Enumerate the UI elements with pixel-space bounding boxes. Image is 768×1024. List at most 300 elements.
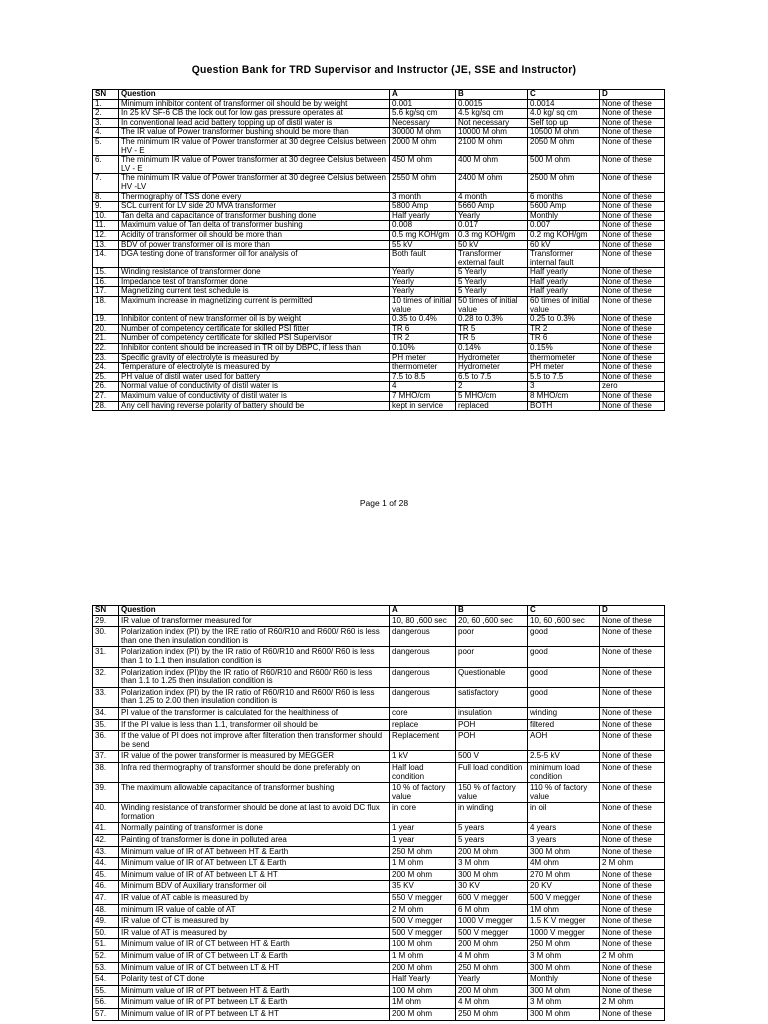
cell-option-c: good bbox=[528, 667, 600, 687]
cell-option-c: 300 M ohm bbox=[528, 962, 600, 974]
cell-option-d: 2 M ohm bbox=[600, 951, 665, 963]
cell-question: In 25 kV SF-6 CB the lock out for low gas pressure operates at bbox=[119, 109, 390, 119]
table-row bbox=[93, 858, 665, 870]
cell-option-a: 1M ohm bbox=[390, 997, 456, 1009]
cell-option-b: 250 M ohm bbox=[456, 962, 528, 974]
cell-option-b: POH bbox=[456, 719, 528, 731]
cell-option-b: 0.3 mg KOH/gm bbox=[456, 230, 528, 240]
header-option-a: A bbox=[390, 90, 456, 100]
cell-option-c: Half yearly bbox=[528, 277, 600, 287]
table-row bbox=[93, 962, 665, 974]
cell-question: In conventional lead acid battery topping up of distil water is bbox=[119, 118, 390, 128]
cell-option-a: 10, 80 ,600 sec bbox=[390, 615, 456, 627]
cell-option-b: 6 M ohm bbox=[456, 904, 528, 916]
table-row bbox=[93, 156, 665, 174]
cell-question: Minimum value of IR of CT between LT & Earth bbox=[119, 951, 390, 963]
cell-option-c: 3 M ohm bbox=[528, 997, 600, 1009]
cell-sn: 56. bbox=[93, 997, 119, 1009]
cell-sn: 52. bbox=[93, 951, 119, 963]
cell-question: The maximum allowable capacitance of transformer bushing bbox=[119, 783, 390, 803]
cell-option-a: kept in service bbox=[390, 401, 456, 411]
header-option-b: B bbox=[456, 90, 528, 100]
cell-option-c: 4M ohm bbox=[528, 858, 600, 870]
cell-option-c: 300 M ohm bbox=[528, 1008, 600, 1020]
cell-question: Minimum BDV of Auxiliary transformer oil bbox=[119, 881, 390, 893]
cell-option-b: 4 M ohm bbox=[456, 951, 528, 963]
cell-option-d: None of these bbox=[600, 240, 665, 250]
cell-option-c: filtered bbox=[528, 719, 600, 731]
cell-option-a: dangerous bbox=[390, 627, 456, 647]
cell-option-d: None of these bbox=[600, 324, 665, 334]
cell-option-a: Half load condition bbox=[390, 762, 456, 782]
cell-option-c: Transformer internal fault bbox=[528, 250, 600, 268]
cell-option-b: 500 V megger bbox=[456, 927, 528, 939]
cell-sn: 45. bbox=[93, 869, 119, 881]
table-row bbox=[93, 353, 665, 363]
cell-option-a: 250 M ohm bbox=[390, 846, 456, 858]
table-row bbox=[93, 893, 665, 905]
cell-question: Minimum value of IR of AT between LT & HT bbox=[119, 869, 390, 881]
cell-option-b: Hydrometer bbox=[456, 363, 528, 373]
table-row bbox=[93, 904, 665, 916]
cell-option-b: Yearly bbox=[456, 974, 528, 986]
cell-option-d: None of these bbox=[600, 202, 665, 212]
cell-option-d: None of these bbox=[600, 268, 665, 278]
cell-option-a: Both fault bbox=[390, 250, 456, 268]
cell-sn: 33. bbox=[93, 687, 119, 707]
cell-question: Thermography of TSS done every bbox=[119, 192, 390, 202]
cell-option-c: 8 MHO/cm bbox=[528, 392, 600, 402]
table-row bbox=[93, 192, 665, 202]
table-row bbox=[93, 99, 665, 109]
cell-option-b: Transformer external fault bbox=[456, 250, 528, 268]
table-row bbox=[93, 344, 665, 354]
cell-question: Acidity of transformer oil should be more than bbox=[119, 230, 390, 240]
cell-option-a: 0.35 to 0.4% bbox=[390, 315, 456, 325]
cell-option-b: 5660 Amp bbox=[456, 202, 528, 212]
cell-sn: 42. bbox=[93, 835, 119, 847]
cell-option-a: core bbox=[390, 707, 456, 719]
table-row bbox=[93, 951, 665, 963]
cell-option-a: 550 V megger bbox=[390, 893, 456, 905]
cell-option-a: TR 2 bbox=[390, 334, 456, 344]
cell-option-c: 5600 Amp bbox=[528, 202, 600, 212]
cell-option-d: None of these bbox=[600, 939, 665, 951]
cell-option-b: 500 V bbox=[456, 751, 528, 763]
cell-sn: 16. bbox=[93, 277, 119, 287]
cell-option-d: None of these bbox=[600, 401, 665, 411]
table-row bbox=[93, 823, 665, 835]
cell-option-d: None of these bbox=[600, 835, 665, 847]
cell-sn: 57. bbox=[93, 1008, 119, 1020]
cell-sn: 36. bbox=[93, 731, 119, 751]
cell-option-d: None of these bbox=[600, 647, 665, 667]
cell-option-c: 6 months bbox=[528, 192, 600, 202]
cell-option-a: dangerous bbox=[390, 667, 456, 687]
cell-option-b: TR 5 bbox=[456, 334, 528, 344]
cell-sn: 51. bbox=[93, 939, 119, 951]
cell-sn: 11. bbox=[93, 221, 119, 231]
cell-option-b: 1000 V megger bbox=[456, 916, 528, 928]
cell-option-d: None of these bbox=[600, 985, 665, 997]
table-row bbox=[93, 803, 665, 823]
cell-sn: 49. bbox=[93, 916, 119, 928]
cell-sn: 21. bbox=[93, 334, 119, 344]
cell-option-b: TR 5 bbox=[456, 324, 528, 334]
cell-option-a: 10 % of factory value bbox=[390, 783, 456, 803]
cell-question: The minimum IR value of Power transformer at 30 degree Celsius between LV - E bbox=[119, 156, 390, 174]
table-row bbox=[93, 869, 665, 881]
cell-option-b: satisfactory bbox=[456, 687, 528, 707]
cell-question: Minimum value of IR of PT between HT & Earth bbox=[119, 985, 390, 997]
table-row bbox=[93, 363, 665, 373]
cell-option-b: 300 M ohm bbox=[456, 869, 528, 881]
table-row bbox=[93, 997, 665, 1009]
cell-option-c: 500 M ohm bbox=[528, 156, 600, 174]
cell-option-c: 0.2 mg KOH/gm bbox=[528, 230, 600, 240]
table-row bbox=[93, 835, 665, 847]
cell-question: Minimum value of IR of AT between LT & Earth bbox=[119, 858, 390, 870]
cell-option-d: None of these bbox=[600, 627, 665, 647]
cell-question: Temperature of electrolyte is measured by bbox=[119, 363, 390, 373]
cell-option-a: 450 M ohm bbox=[390, 156, 456, 174]
header-option-c: C bbox=[528, 606, 600, 616]
table-row bbox=[93, 250, 665, 268]
cell-option-d: None of these bbox=[600, 904, 665, 916]
cell-option-d: None of these bbox=[600, 211, 665, 221]
cell-option-a: 200 M ohm bbox=[390, 1008, 456, 1020]
cell-sn: 55. bbox=[93, 985, 119, 997]
table-row bbox=[93, 372, 665, 382]
cell-sn: 22. bbox=[93, 344, 119, 354]
cell-option-b: 5 years bbox=[456, 835, 528, 847]
cell-question: Polarity test of CT done bbox=[119, 974, 390, 986]
cell-sn: 13. bbox=[93, 240, 119, 250]
cell-option-d: None of these bbox=[600, 803, 665, 823]
cell-option-c: 2050 M ohm bbox=[528, 137, 600, 155]
cell-option-b: replaced bbox=[456, 401, 528, 411]
cell-sn: 54. bbox=[93, 974, 119, 986]
cell-option-a: 0.001 bbox=[390, 99, 456, 109]
cell-option-a: 1 year bbox=[390, 823, 456, 835]
table-row bbox=[93, 268, 665, 278]
table-row bbox=[93, 221, 665, 231]
cell-option-c: 270 M ohm bbox=[528, 869, 600, 881]
table-header-row bbox=[93, 90, 665, 100]
cell-option-a: Yearly bbox=[390, 277, 456, 287]
cell-option-c: in oil bbox=[528, 803, 600, 823]
cell-question: Maximum value of conductivity of distil water is bbox=[119, 392, 390, 402]
cell-option-b: Questionable bbox=[456, 667, 528, 687]
table-row bbox=[93, 667, 665, 687]
cell-option-c: AOH bbox=[528, 731, 600, 751]
cell-option-c: Monthly bbox=[528, 974, 600, 986]
cell-option-b: 50 kV bbox=[456, 240, 528, 250]
cell-option-b: 50 times of initial value bbox=[456, 297, 528, 315]
cell-question: Specific gravity of electrolyte is measured by bbox=[119, 353, 390, 363]
cell-option-c: 60 kV bbox=[528, 240, 600, 250]
cell-option-a: 1 M ohm bbox=[390, 858, 456, 870]
cell-question: Minimum inhibitor content of transformer oil should be by weight bbox=[119, 99, 390, 109]
header-option-b: B bbox=[456, 606, 528, 616]
cell-question: Painting of transformer is done in polluted area bbox=[119, 835, 390, 847]
cell-option-a: Yearly bbox=[390, 268, 456, 278]
table-row bbox=[93, 751, 665, 763]
cell-sn: 24. bbox=[93, 363, 119, 373]
cell-question: Impedance test of transformer done bbox=[119, 277, 390, 287]
cell-option-d: None of these bbox=[600, 99, 665, 109]
header-option-a: A bbox=[390, 606, 456, 616]
cell-sn: 3. bbox=[93, 118, 119, 128]
cell-option-a: Half Yearly bbox=[390, 974, 456, 986]
cell-sn: 4. bbox=[93, 128, 119, 138]
cell-option-a: 100 M ohm bbox=[390, 985, 456, 997]
table-row bbox=[93, 392, 665, 402]
cell-sn: 25. bbox=[93, 372, 119, 382]
cell-option-b: 5 years bbox=[456, 823, 528, 835]
cell-sn: 8. bbox=[93, 192, 119, 202]
cell-sn: 40. bbox=[93, 803, 119, 823]
cell-option-d: None of these bbox=[600, 615, 665, 627]
cell-question: Maximum increase in magnetizing current is permitted bbox=[119, 297, 390, 315]
cell-option-b: 3 M ohm bbox=[456, 858, 528, 870]
table-row bbox=[93, 128, 665, 138]
cell-option-c: 0.007 bbox=[528, 221, 600, 231]
cell-question: Minimum value of IR of AT between HT & Earth bbox=[119, 846, 390, 858]
cell-option-b: 2100 M ohm bbox=[456, 137, 528, 155]
cell-question: Minimum value of IR of PT between LT & Earth bbox=[119, 997, 390, 1009]
cell-option-d: None of these bbox=[600, 881, 665, 893]
table-row bbox=[93, 719, 665, 731]
cell-option-d: 2 M ohm bbox=[600, 858, 665, 870]
cell-option-d: None of these bbox=[600, 230, 665, 240]
header-option-d: D bbox=[600, 606, 665, 616]
cell-option-a: 500 V megger bbox=[390, 927, 456, 939]
table-row bbox=[93, 230, 665, 240]
cell-option-c: 500 V megger bbox=[528, 893, 600, 905]
cell-option-b: 5 Yearly bbox=[456, 277, 528, 287]
cell-sn: 43. bbox=[93, 846, 119, 858]
cell-option-a: 30000 M ohm bbox=[390, 128, 456, 138]
cell-question: Polarization index (PI) by the IR ratio of R60/R10 and R600/ R60 is less than 1.25 to 2.00 then insulation condition is bbox=[119, 687, 390, 707]
cell-option-a: 0.5 mg KOH/gm bbox=[390, 230, 456, 240]
cell-option-c: 1M ohm bbox=[528, 904, 600, 916]
cell-question: Number of competency certificate for skilled PSI Supervisor bbox=[119, 334, 390, 344]
cell-option-c: 3 years bbox=[528, 835, 600, 847]
cell-option-d: None of these bbox=[600, 927, 665, 939]
cell-question: PI value of the transformer is calculated for the healthiness of bbox=[119, 707, 390, 719]
cell-option-a: 1 M ohm bbox=[390, 951, 456, 963]
cell-question: Minimum value of IR of PT between LT & HT bbox=[119, 1008, 390, 1020]
cell-option-d: 2 M ohm bbox=[600, 997, 665, 1009]
table-row bbox=[93, 916, 665, 928]
table-row bbox=[93, 1008, 665, 1020]
cell-option-c: 20 KV bbox=[528, 881, 600, 893]
cell-option-d: None of these bbox=[600, 667, 665, 687]
cell-sn: 32. bbox=[93, 667, 119, 687]
table-row bbox=[93, 846, 665, 858]
cell-question: Polarization index (PI)by the IR ratio of R60/R10 and R600/ R60 is less than 1.1 to 1.25 then insulation condition is bbox=[119, 667, 390, 687]
cell-question: Polarization index (PI) by the IR ratio of R60/R10 and R600/ R60 is less than 1 to 1.1 then insulation condition is bbox=[119, 647, 390, 667]
cell-option-b: Hydrometer bbox=[456, 353, 528, 363]
cell-question: Infra red thermography of transformer should be done preferably on bbox=[119, 762, 390, 782]
cell-sn: 5. bbox=[93, 137, 119, 155]
cell-option-c: 60 times of initial value bbox=[528, 297, 600, 315]
cell-option-b: 400 M ohm bbox=[456, 156, 528, 174]
cell-option-b: 0.017 bbox=[456, 221, 528, 231]
table-row bbox=[93, 202, 665, 212]
cell-option-a: 200 M ohm bbox=[390, 962, 456, 974]
cell-option-a: replace bbox=[390, 719, 456, 731]
cell-question: IR value of CT is measured by bbox=[119, 916, 390, 928]
cell-option-a: dangerous bbox=[390, 647, 456, 667]
cell-option-d: None of these bbox=[600, 392, 665, 402]
cell-sn: 50. bbox=[93, 927, 119, 939]
cell-question: Inhibitor content of new transformer oil is by weight bbox=[119, 315, 390, 325]
cell-option-c: 300 M ohm bbox=[528, 985, 600, 997]
cell-option-c: 5.5 to 7.5 bbox=[528, 372, 600, 382]
cell-option-a: 1 kV bbox=[390, 751, 456, 763]
cell-option-d: None of these bbox=[600, 1008, 665, 1020]
cell-option-b: Not necessary bbox=[456, 118, 528, 128]
table-row bbox=[93, 762, 665, 782]
cell-sn: 23. bbox=[93, 353, 119, 363]
cell-question: The minimum IR value of Power transformer at 30 degree Celsius between HV -LV bbox=[119, 174, 390, 192]
cell-option-b: 10000 M ohm bbox=[456, 128, 528, 138]
cell-option-c: 2.5-5 kV bbox=[528, 751, 600, 763]
cell-sn: 15. bbox=[93, 268, 119, 278]
table-row bbox=[93, 211, 665, 221]
cell-option-d: None of these bbox=[600, 118, 665, 128]
cell-sn: 29. bbox=[93, 615, 119, 627]
cell-option-d: None of these bbox=[600, 372, 665, 382]
cell-option-a: 0.008 bbox=[390, 221, 456, 231]
cell-option-c: 0.0014 bbox=[528, 99, 600, 109]
table-row bbox=[93, 137, 665, 155]
cell-option-a: 3 month bbox=[390, 192, 456, 202]
cell-sn: 48. bbox=[93, 904, 119, 916]
cell-sn: 1. bbox=[93, 99, 119, 109]
cell-option-b: 2400 M ohm bbox=[456, 174, 528, 192]
cell-option-d: None of these bbox=[600, 962, 665, 974]
cell-option-d: None of these bbox=[600, 762, 665, 782]
cell-option-a: 5800 Amp bbox=[390, 202, 456, 212]
cell-option-b: Full load condition bbox=[456, 762, 528, 782]
cell-option-b: 5 Yearly bbox=[456, 268, 528, 278]
table-row bbox=[93, 627, 665, 647]
table-row bbox=[93, 881, 665, 893]
cell-sn: 38. bbox=[93, 762, 119, 782]
table-row bbox=[93, 240, 665, 250]
cell-option-a: in core bbox=[390, 803, 456, 823]
cell-option-c: 3 M ohm bbox=[528, 951, 600, 963]
cell-option-b: 200 M ohm bbox=[456, 846, 528, 858]
cell-option-c: 3 bbox=[528, 382, 600, 392]
cell-option-c: TR 6 bbox=[528, 334, 600, 344]
cell-option-a: dangerous bbox=[390, 687, 456, 707]
cell-option-a: Half yearly bbox=[390, 211, 456, 221]
page-number: Page 1 of 28 bbox=[359, 498, 409, 508]
cell-option-c: TR 2 bbox=[528, 324, 600, 334]
header-sn: SN bbox=[93, 90, 119, 100]
cell-question: If the value of PI does not improve after filteration then transformer should be send bbox=[119, 731, 390, 751]
cell-option-a: 7 MHO/cm bbox=[390, 392, 456, 402]
cell-question: Tan delta and capacitance of transformer bushing done bbox=[119, 211, 390, 221]
header-option-d: D bbox=[600, 90, 665, 100]
cell-option-a: 5.6 kg/sq cm bbox=[390, 109, 456, 119]
header-sn: SN bbox=[93, 606, 119, 616]
cell-option-b: 4 month bbox=[456, 192, 528, 202]
cell-question: IR value of AT cable is measured by bbox=[119, 893, 390, 905]
table-row bbox=[93, 382, 665, 392]
table-row bbox=[93, 315, 665, 325]
table-row bbox=[93, 783, 665, 803]
table-row bbox=[93, 401, 665, 411]
cell-question: PH value of distil water used for battery bbox=[119, 372, 390, 382]
table-row bbox=[93, 277, 665, 287]
cell-question: Winding resistance of transformer done bbox=[119, 268, 390, 278]
cell-option-b: 4.5 kg/sq cm bbox=[456, 109, 528, 119]
cell-option-b: 2 bbox=[456, 382, 528, 392]
cell-option-c: good bbox=[528, 647, 600, 667]
cell-option-d: None of these bbox=[600, 297, 665, 315]
cell-sn: 27. bbox=[93, 392, 119, 402]
cell-option-b: 200 M ohm bbox=[456, 939, 528, 951]
cell-option-b: insulation bbox=[456, 707, 528, 719]
cell-option-a: 7.5 to 8.5 bbox=[390, 372, 456, 382]
cell-sn: 26. bbox=[93, 382, 119, 392]
cell-option-d: None of these bbox=[600, 128, 665, 138]
cell-question: Inhibitor content should be increased in TR oil by DBPC, if less than bbox=[119, 344, 390, 354]
header-question: Question bbox=[119, 606, 390, 616]
cell-option-d: None of these bbox=[600, 315, 665, 325]
cell-question: Winding resistance of transformer should be done at last to avoid DC flux formation bbox=[119, 803, 390, 823]
cell-question: minimum IR value of cable of AT bbox=[119, 904, 390, 916]
cell-option-d: None of these bbox=[600, 137, 665, 155]
cell-option-d: None of these bbox=[600, 334, 665, 344]
cell-question: IR value of transformer measured for bbox=[119, 615, 390, 627]
cell-option-c: 4 years bbox=[528, 823, 600, 835]
cell-option-b: in winding bbox=[456, 803, 528, 823]
table-row bbox=[93, 927, 665, 939]
question-table-page-1 bbox=[92, 89, 665, 411]
cell-option-c: 1000 V megger bbox=[528, 927, 600, 939]
cell-option-a: 2000 M ohm bbox=[390, 137, 456, 155]
cell-option-b: 5 MHO/cm bbox=[456, 392, 528, 402]
table-row bbox=[93, 687, 665, 707]
cell-sn: 41. bbox=[93, 823, 119, 835]
header-option-c: C bbox=[528, 90, 600, 100]
table-row bbox=[93, 707, 665, 719]
cell-option-d: zero bbox=[600, 382, 665, 392]
cell-sn: 18. bbox=[93, 297, 119, 315]
cell-option-a: 500 V megger bbox=[390, 916, 456, 928]
cell-option-b: 4 M ohm bbox=[456, 997, 528, 1009]
cell-option-c: Half yearly bbox=[528, 287, 600, 297]
cell-option-c: 0.15% bbox=[528, 344, 600, 354]
cell-option-a: 4 bbox=[390, 382, 456, 392]
cell-sn: 28. bbox=[93, 401, 119, 411]
cell-option-d: None of these bbox=[600, 221, 665, 231]
cell-option-a: Necessary bbox=[390, 118, 456, 128]
cell-option-c: 10, 60 ,600 sec bbox=[528, 615, 600, 627]
cell-option-c: BOTH bbox=[528, 401, 600, 411]
cell-question: BDV of power transformer oil is more than bbox=[119, 240, 390, 250]
cell-option-b: 150 % of factory value bbox=[456, 783, 528, 803]
cell-option-b: 600 V megger bbox=[456, 893, 528, 905]
table-row bbox=[93, 985, 665, 997]
cell-option-d: None of these bbox=[600, 344, 665, 354]
